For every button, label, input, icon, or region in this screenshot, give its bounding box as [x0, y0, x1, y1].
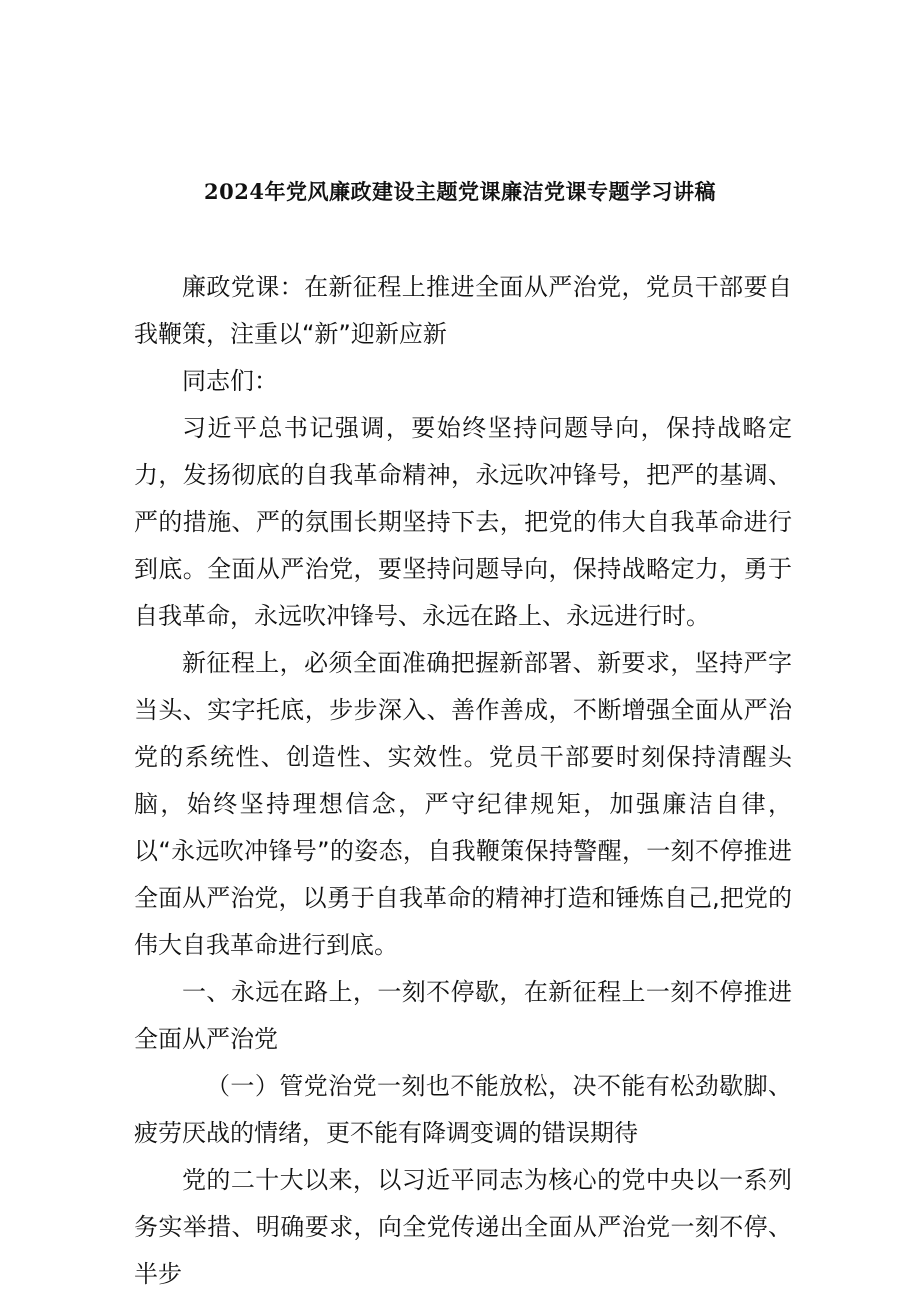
lecture-heading: 廉政党课：在新征程上推进全面从严治党，党员干部要自我鞭策，注重以“新”迎新应新 [134, 273, 792, 348]
section-heading: 一、永远在路上，一刻不停歇，在新征程上一刻不停推进全面从严治党 [134, 978, 792, 1053]
subsection-heading: （一）管党治党一刻也不能放松，决不能有松劲歇脚、疲劳厌战的情绪，更不能有降调变调的错误期待 [134, 1072, 792, 1147]
body-paragraph: 习近平总书记强调，要始终坚持问题导向，保持战略定力，发扬彻底的自我革命精神，永远吹冲锋号，把严的基调、严的措施、严的氛围长期坚持下去，把党的伟大自我革命进行到底。全面从严治党，要坚持问题导向，保持战略定力，勇于自我革命，永远吹冲锋号、永远在路上、永远进行时。 [134, 414, 792, 630]
document-body [134, 264, 792, 1298]
body-paragraph: 新征程上，必须全面准确把握新部署、新要求，坚持严字当头、实字托底，步步深入、善作善成，不断增强全面从严治党的系统性、创造性、实效性。党员干部要时刻保持清醒头脑，始终坚持理想信念，严守纪律规矩，加强廉洁自律，以“永远吹冲锋号”的姿态，自我鞭策保持警醒，一刻不停推进全面从严治党，以勇于自我革命的精神打造和锤炼自己,把党的伟大自我革命进行到底。 [134, 649, 792, 959]
salutation: 同志们： [182, 367, 278, 395]
body-paragraph: 党的二十大以来，以习近平同志为核心的党中央以一系列务实举措、明确要求，向全党传递出全面从严治党一刻不停、半步 [134, 1166, 792, 1288]
document-title: 2024年党风廉政建设主题党课廉洁党课专题学习讲稿 [204, 179, 716, 204]
